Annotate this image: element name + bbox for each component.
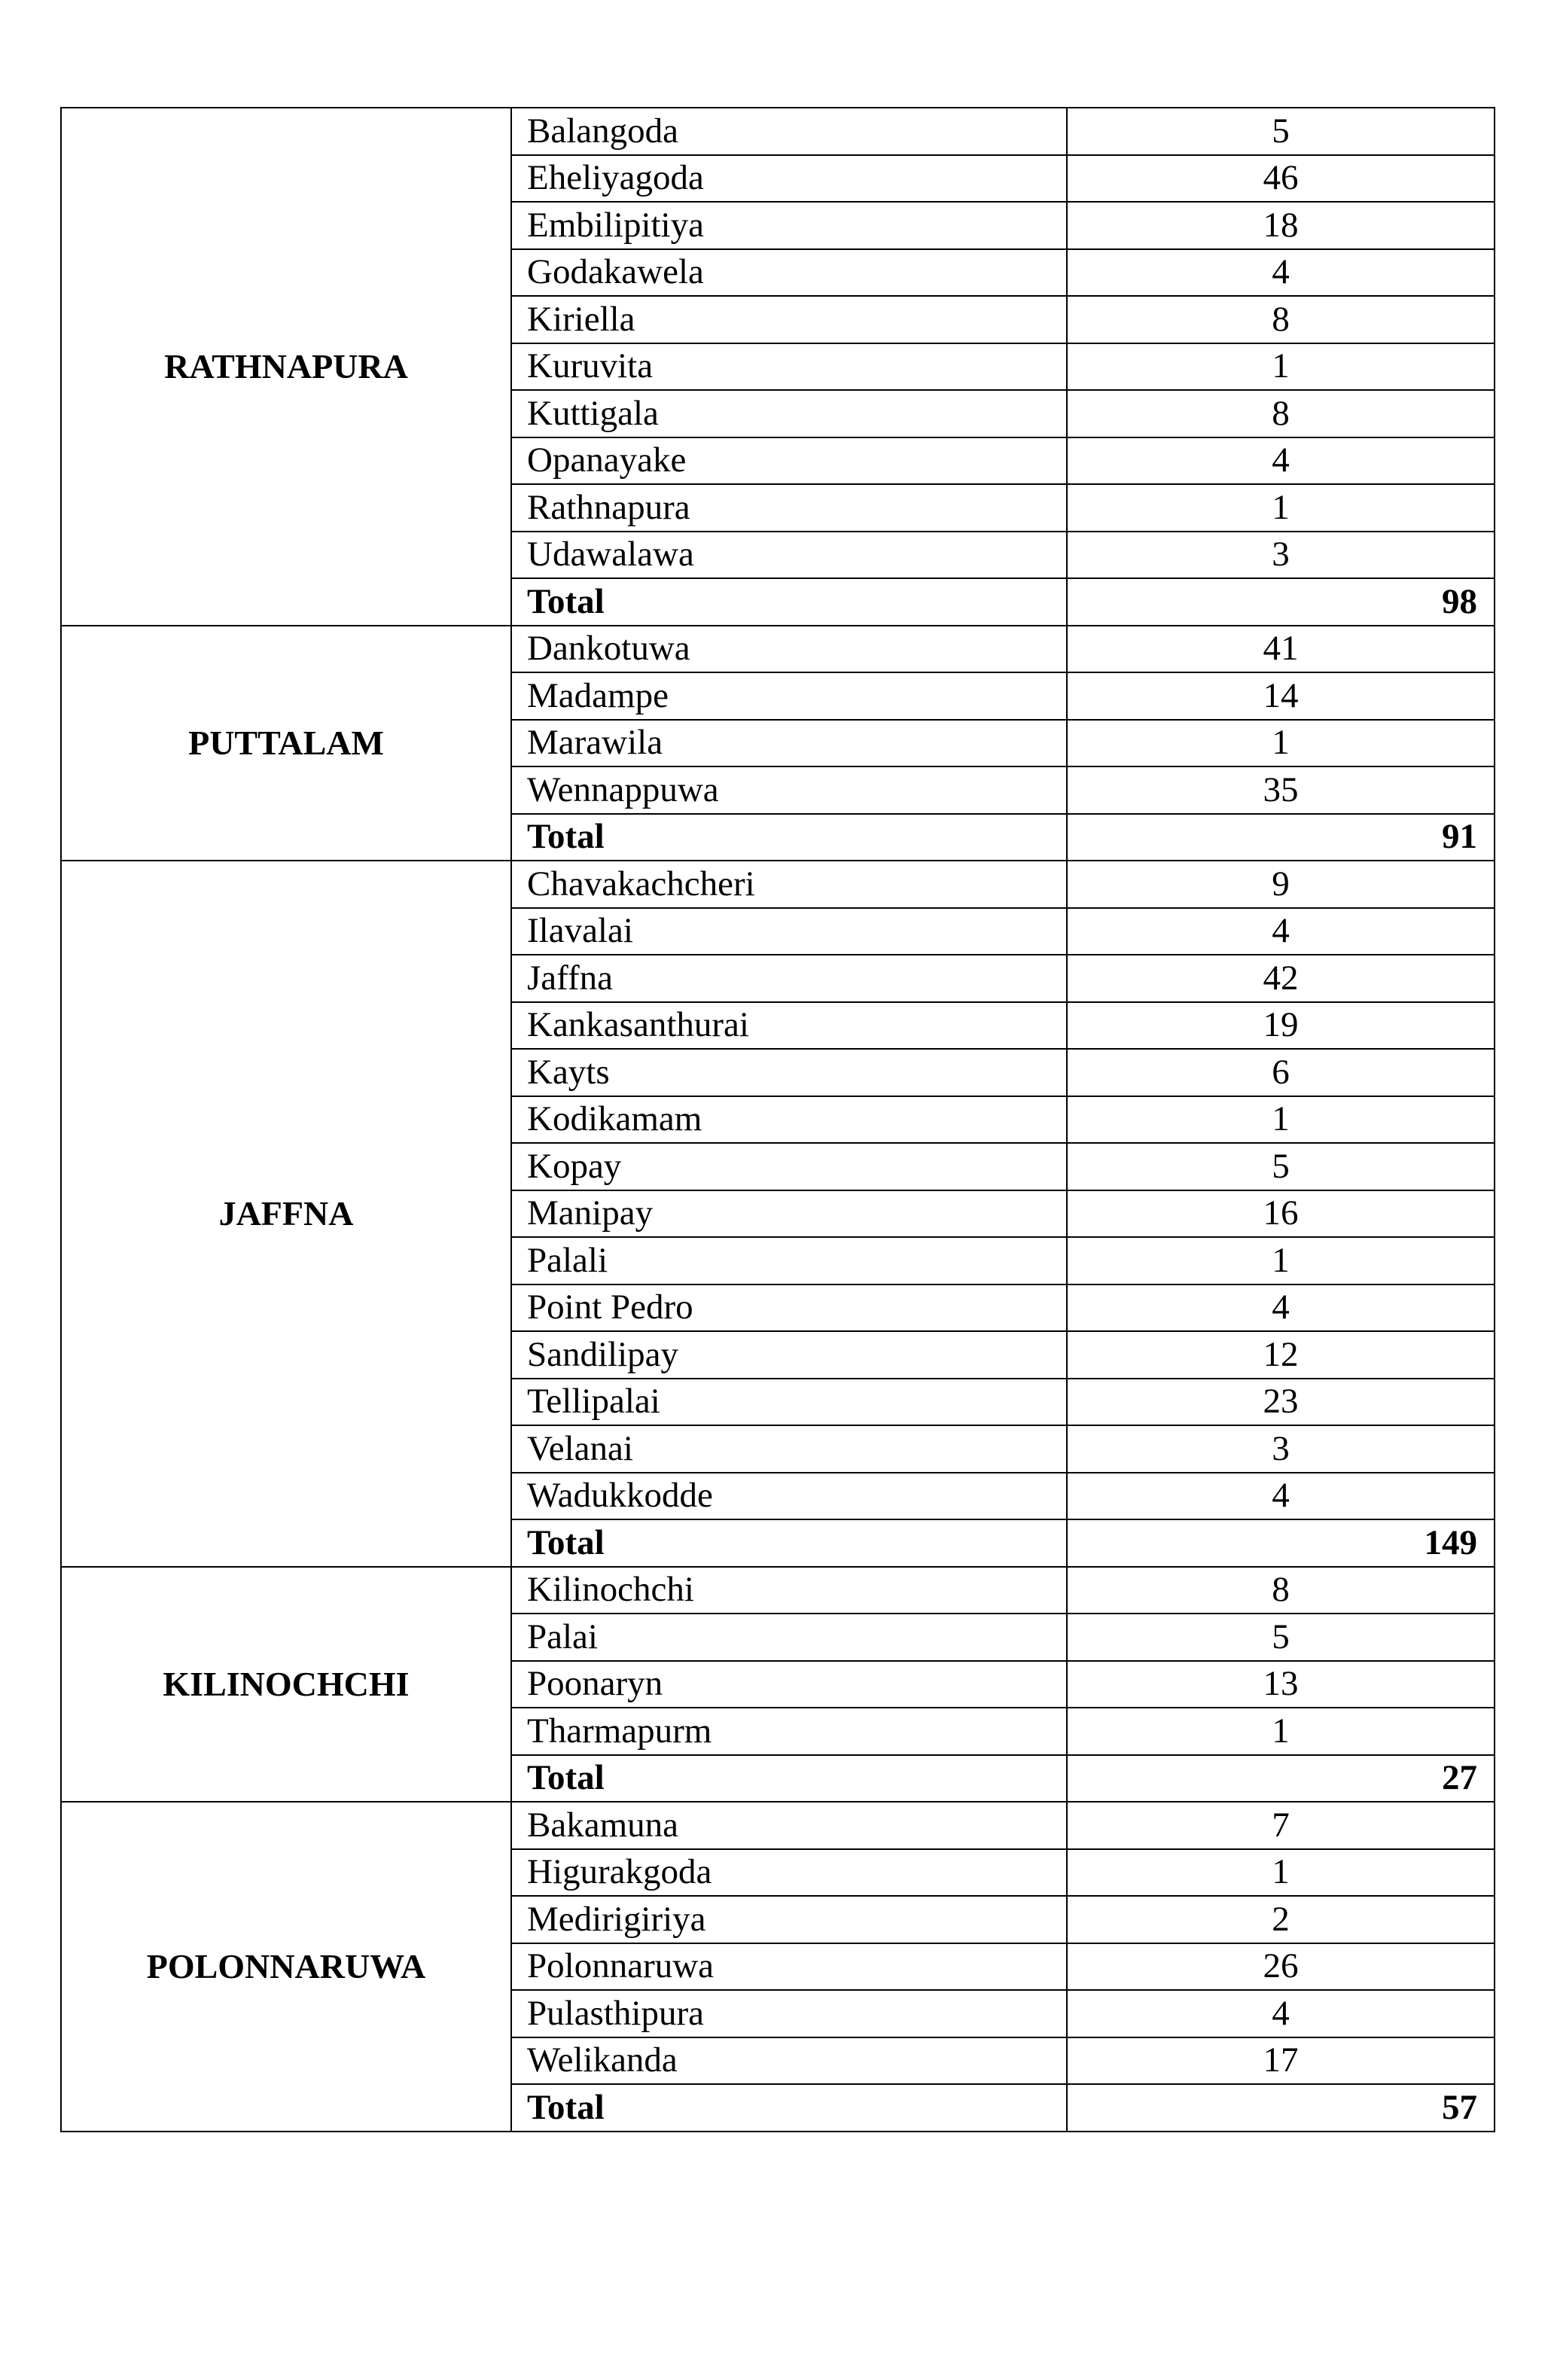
town-name-cell: Welikanda — [511, 2037, 1067, 2085]
town-name-cell: Tellipalai — [511, 1379, 1067, 1426]
total-value-cell: 27 — [1067, 1755, 1495, 1803]
town-count-cell: 1 — [1067, 343, 1495, 391]
town-count-cell: 18 — [1067, 202, 1495, 249]
town-count-cell: 4 — [1067, 437, 1495, 485]
town-count-cell: 35 — [1067, 766, 1495, 814]
town-name-cell: Wadukkodde — [511, 1473, 1067, 1520]
town-count-cell: 2 — [1067, 1896, 1495, 1943]
town-count-cell: 4 — [1067, 1473, 1495, 1520]
town-name-cell: Tharmapurm — [511, 1708, 1067, 1755]
town-name-cell: Kuruvita — [511, 343, 1067, 391]
total-value-cell: 98 — [1067, 578, 1495, 626]
town-name-cell: Poonaryn — [511, 1661, 1067, 1708]
town-name-cell: Jaffna — [511, 955, 1067, 1002]
table-row — [61, 861, 1495, 908]
town-count-cell: 6 — [1067, 1049, 1495, 1096]
total-label-cell: Total — [511, 2084, 1067, 2132]
town-count-cell: 7 — [1067, 1802, 1495, 1849]
town-count-cell: 8 — [1067, 1567, 1495, 1614]
district-name-cell: PUTTALAM — [61, 626, 511, 861]
town-count-cell: 23 — [1067, 1379, 1495, 1426]
town-name-cell: Polonnaruwa — [511, 1943, 1067, 1991]
town-count-cell: 14 — [1067, 672, 1495, 720]
total-label-cell: Total — [511, 1755, 1067, 1803]
town-count-cell: 1 — [1067, 720, 1495, 767]
town-name-cell: Dankotuwa — [511, 626, 1067, 673]
town-count-cell: 4 — [1067, 908, 1495, 955]
town-name-cell: Sandilipay — [511, 1331, 1067, 1379]
town-count-cell: 13 — [1067, 1661, 1495, 1708]
district-name-cell: KILINOCHCHI — [61, 1567, 511, 1803]
town-count-cell: 17 — [1067, 2037, 1495, 2085]
town-count-cell: 1 — [1067, 1096, 1495, 1144]
town-name-cell: Kilinochchi — [511, 1567, 1067, 1614]
table-row — [61, 1802, 1495, 1849]
town-count-cell: 9 — [1067, 861, 1495, 908]
town-name-cell: Velanai — [511, 1425, 1067, 1473]
total-value-cell: 57 — [1067, 2084, 1495, 2132]
town-name-cell: Kopay — [511, 1143, 1067, 1190]
town-name-cell: Kodikamam — [511, 1096, 1067, 1144]
town-name-cell: Kankasanthurai — [511, 1002, 1067, 1050]
town-count-cell: 3 — [1067, 1425, 1495, 1473]
town-name-cell: Manipay — [511, 1190, 1067, 1238]
town-name-cell: Kayts — [511, 1049, 1067, 1096]
district-name-cell: JAFFNA — [61, 861, 511, 1567]
town-name-cell: Higurakgoda — [511, 1849, 1067, 1897]
total-label-cell: Total — [511, 578, 1067, 626]
town-name-cell: Medirigiriya — [511, 1896, 1067, 1943]
town-name-cell: Chavakachcheri — [511, 861, 1067, 908]
town-count-cell: 42 — [1067, 955, 1495, 1002]
town-name-cell: Pulasthipura — [511, 1990, 1067, 2037]
total-label-cell: Total — [511, 814, 1067, 861]
total-value-cell: 91 — [1067, 814, 1495, 861]
town-name-cell: Wennappuwa — [511, 766, 1067, 814]
town-count-cell: 4 — [1067, 1284, 1495, 1332]
town-count-cell: 12 — [1067, 1331, 1495, 1379]
town-name-cell: Udawalawa — [511, 532, 1067, 579]
town-count-cell: 1 — [1067, 484, 1495, 532]
town-count-cell: 1 — [1067, 1708, 1495, 1755]
district-town-count-table — [60, 107, 1495, 2132]
district-name-cell: POLONNARUWA — [61, 1802, 511, 2132]
town-count-cell: 5 — [1067, 108, 1495, 155]
town-count-cell: 26 — [1067, 1943, 1495, 1991]
town-name-cell: Kiriella — [511, 296, 1067, 343]
town-name-cell: Madampe — [511, 672, 1067, 720]
town-name-cell: Embilipitiya — [511, 202, 1067, 249]
town-name-cell: Godakawela — [511, 249, 1067, 297]
town-count-cell: 41 — [1067, 626, 1495, 673]
district-name-cell: RATHNAPURA — [61, 108, 511, 626]
table-row — [61, 108, 1495, 155]
table-row — [61, 1567, 1495, 1614]
town-name-cell: Bakamuna — [511, 1802, 1067, 1849]
town-count-cell: 8 — [1067, 296, 1495, 343]
town-count-cell: 3 — [1067, 532, 1495, 579]
town-name-cell: Balangoda — [511, 108, 1067, 155]
town-name-cell: Opanayake — [511, 437, 1067, 485]
town-name-cell: Palali — [511, 1237, 1067, 1284]
town-name-cell: Ilavalai — [511, 908, 1067, 955]
town-count-cell: 1 — [1067, 1237, 1495, 1284]
town-count-cell: 4 — [1067, 1990, 1495, 2037]
table-row — [61, 626, 1495, 673]
town-name-cell: Kuttigala — [511, 390, 1067, 437]
town-count-cell: 46 — [1067, 155, 1495, 203]
town-count-cell: 5 — [1067, 1143, 1495, 1190]
town-name-cell: Rathnapura — [511, 484, 1067, 532]
town-count-cell: 4 — [1067, 249, 1495, 297]
town-count-cell: 16 — [1067, 1190, 1495, 1238]
total-value-cell: 149 — [1067, 1519, 1495, 1567]
town-count-cell: 19 — [1067, 1002, 1495, 1050]
town-count-cell: 8 — [1067, 390, 1495, 437]
town-count-cell: 1 — [1067, 1849, 1495, 1897]
table-body — [61, 108, 1495, 2132]
town-count-cell: 5 — [1067, 1614, 1495, 1661]
town-name-cell: Marawila — [511, 720, 1067, 767]
town-name-cell: Eheliyagoda — [511, 155, 1067, 203]
total-label-cell: Total — [511, 1519, 1067, 1567]
town-name-cell: Palai — [511, 1614, 1067, 1661]
town-name-cell: Point Pedro — [511, 1284, 1067, 1332]
